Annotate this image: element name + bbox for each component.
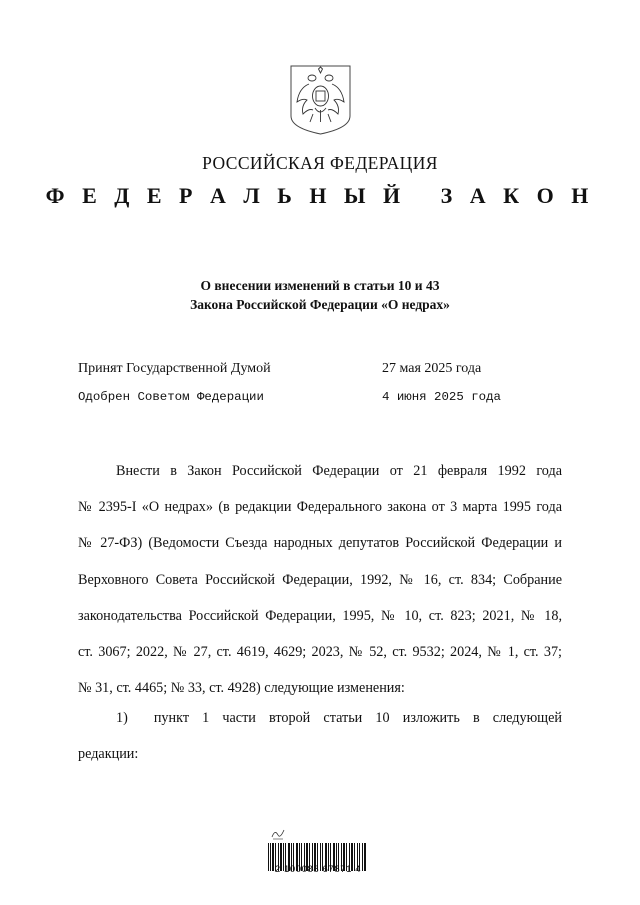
barcode-number: 2 100088 67871 4: [274, 864, 362, 875]
subject-line: О внесении изменений в статьи 10 и 43: [200, 278, 440, 293]
body-line: законодательства Российской Федерации, 1995, № 10, ст. 823; 2021, № 18,: [78, 607, 562, 624]
document-type-title: Ф Е Д Е Р А Л Ь Н Ы Й З А К О Н: [45, 183, 595, 208]
coat-of-arms-emblem: [289, 64, 352, 136]
body-line: Верховного Совета Российской Федерации, 1992, № 16, ст. 834; Собрание: [78, 571, 562, 588]
law-subject: [0, 276, 640, 314]
adoption-date: 4 июня 2025 года: [382, 390, 501, 404]
adoption-label: Одобрен Советом Федерации: [78, 390, 264, 404]
body-line: № 31, ст. 4465; № 33, ст. 4928) следующие изменения:: [78, 680, 405, 697]
signature-mark-icon: [271, 828, 285, 840]
country-heading: РОССИЙСКАЯ ФЕДЕРАЦИЯ: [202, 153, 438, 173]
item-line: редакции:: [78, 746, 139, 763]
body-line: № 2395-I «О недрах» (в редакции Федерального закона от 3 марта 1995 года: [78, 499, 562, 516]
subject-line: Закона Российской Федерации «О недрах»: [190, 297, 450, 312]
adoption-row-council: [78, 390, 578, 410]
item-line: 1) пункт 1 части второй статьи 10 изложить в следующей: [116, 710, 562, 726]
item-number: 1): [116, 710, 128, 726]
body-line: ст. 3067; 2022, № 27, ст. 4619, 4629; 2023, № 52, ст. 9532; 2024, № 1, ст. 37;: [78, 643, 562, 660]
amendment-item: [78, 700, 562, 772]
body-line: № 27-ФЗ) (Ведомости Съезда народных депутатов Российской Федерации и: [78, 535, 562, 552]
body-paragraph: [78, 453, 562, 706]
adoption-date: 27 мая 2025 года: [382, 361, 482, 376]
adoption-row-duma: [78, 361, 578, 381]
body-line: Внести в Закон Российской Федерации от 21 февраля 1992 года: [116, 463, 562, 479]
adoption-label: Принят Государственной Думой: [78, 361, 271, 376]
